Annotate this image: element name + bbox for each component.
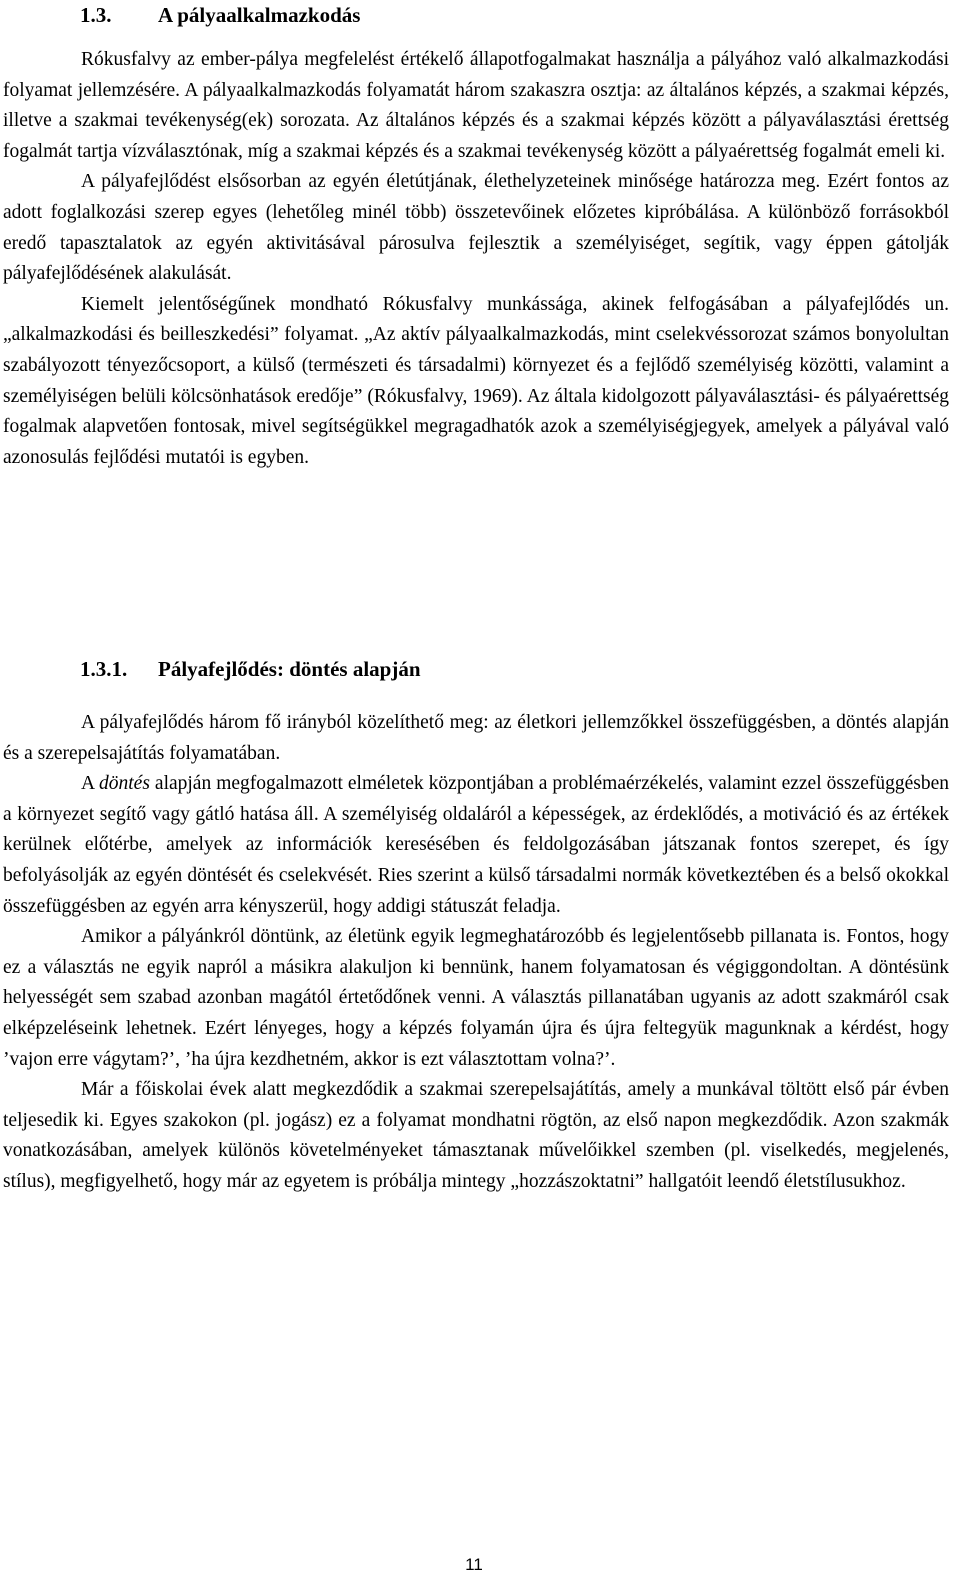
paragraph: Már a főiskolai évek alatt megkezdődik a szakmai szerepelsajátítás, amely a munkával töltött első pár évben teljesedik ki. Egyes szakokon (pl. jogász) ez a folyamat mondhatni rögtön, az első napon megkezdődik. Azon szakmák vonatkozásában, amelyek különös követelményeket támasztanak művelőikkel szemben (pl. viselkedés, megjelenés, stílus), megfigyelhető, hogy már az egyetem is próbálja mintegy „hozzászoktatni” hallgatóit leendő életstílusukhoz. xyxy=(3,1079,949,1192)
paragraph: A pályafejlődés három fő irányból közelíthető meg: az életkori jellemzőkkel összefüggésben, a döntés alapján és a szerepelsajátítás folyamatában. xyxy=(3,712,949,764)
paragraph: Kiemelt jelentőségűnek mondható Rókusfalvy munkássága, akinek felfogásában a pályafejlődés un. „alkalmazkodási és beilleszkedési” folyamat. „Az aktív pályaalkalmazkodás, mint cselekvéssorozat számos bonyolultan szabályozott tényezőcsoport, a külső (természeti és társadalmi) környezet és a fejlődő személyiség közötti, valamint a személyiségen belüli kölcsönhatások eredője” (Rókusfalvy, 1969). Az általa kidolgozott pályaválasztási- és pályaérettség fogalmak alapvetően fontosak, mivel segítségükkel megragadhatók azok a személyiségjegyek, amelyek a pályával való azonosulás fejlődési mutatói is egyben. xyxy=(3,293,949,468)
paragraph-text: alapján megfogalmazott elméletek központjában a problémaérzékelés, valamint ezzel összefüggésben a környezet segítő vagy gátló hatása áll. A személyiség oldaláról a képességek, az érdeklődés, a motiváció és az értékek kerülnek előtérbe, amelyek az információk keresésében és feldolgozásában játszanak fontos szerepet, és így befolyásolják az egyén döntését és cselekvését. Ries szerint a külső társadalmi normák következtében és a belső okokkal összefüggésben az egyén arra kényszerül, hogy addigi státuszát feladja. xyxy=(3,773,949,917)
page-number: 11 xyxy=(465,1555,483,1574)
paragraph-text: A xyxy=(81,773,99,795)
subsection-body xyxy=(3,708,949,1198)
section-number: 1.3. xyxy=(80,3,112,27)
section-heading xyxy=(80,0,360,31)
paragraph: Amikor a pályánkról döntünk, az életünk egyik legmeghatározóbb és legjelentősebb pillanata is. Fontos, hogy ez a választás ne egyik napról a másikra alakuljon ki bennünk, hanem folyamatosan és végiggondoltan. A döntésünk helyességét sem szabad azonban magától értetődőnek venni. A választás pillanatában ugyanis az adott szakmáról csak elképzeléseink lehetnek. Ezért lényeges, hogy a képzés folyamán újra és újra feltegyük magunknak a kérdést, hogy ’vajon erre vágytam?’, ’ha újra kezdhetném, akkor is ezt választottam volna?’. xyxy=(3,926,949,1070)
section-body xyxy=(3,45,949,473)
section-title: A pályaalkalmazkodás xyxy=(158,3,361,27)
subsection-title: Pályafejlődés: döntés alapján xyxy=(158,657,421,681)
emphasized-term: döntés xyxy=(99,773,150,795)
paragraph xyxy=(3,769,949,922)
paragraph: A pályafejlődést elsősorban az egyén életútjának, élethelyzeteinek minősége határozza meg. Ezért fontos az adott foglalkozási szerep egyes (lehetőleg minél több) összetevőinek előzetes kipróbálása. A különböző forrásokból eredő tapasztalatok az egyén aktivitásával párosulva fejlesztik a személyiséget, segítik, vagy éppen gátolják pályafejlődésének alakulását. xyxy=(3,171,949,285)
paragraph: Rókusfalvy az ember-pálya megfelelést értékelő állapotfogalmakat használja a pályához való alkalmazkodási folyamat jellemzésére. A pályaalkalmazkodás folyamatát három szakaszra osztja: az általános képzés, a szakmai képzés, illetve a szakmai tevékenység(ek) sorozata. Az általános képzés és a szakmai képzés között a pályaválasztási érettség fogalmát tartja vízválasztónak, míg a szakmai képzés és a szakmai tevékenység között a pályaérettség fogalmát emeli ki. xyxy=(3,49,949,162)
subsection-number: 1.3.1. xyxy=(80,657,128,681)
subsection-heading xyxy=(80,654,421,685)
